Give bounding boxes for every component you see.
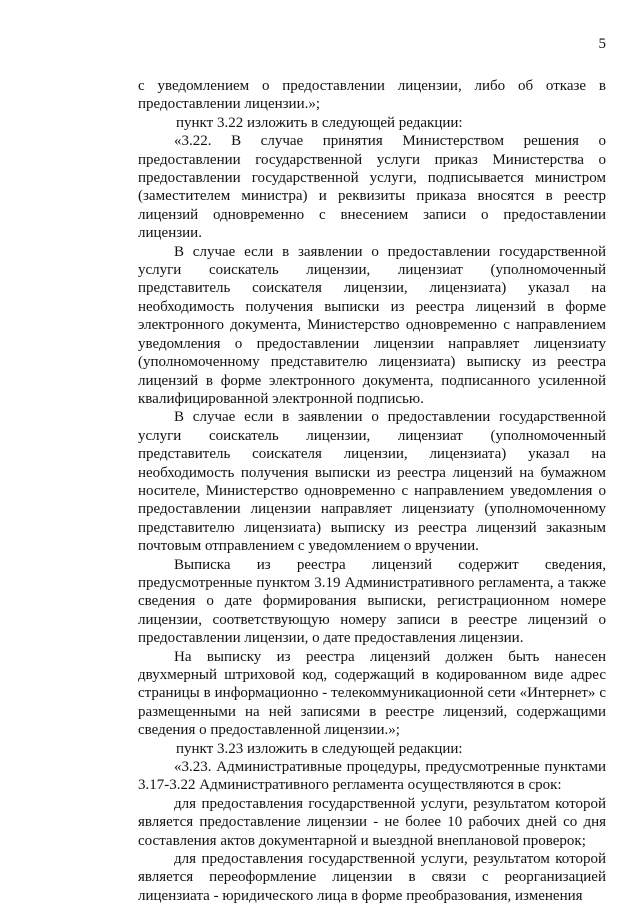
amendment-command-3-23: пункт 3.23 изложить в следующей редакции: <box>176 740 463 757</box>
clause-3-23-paragraph: «3.23. Административные процедуры, предусмотренные пунктами 3.17-3.22 Административного регламента осуществляются в срок: <box>138 759 606 794</box>
term-license-reissue-paragraph: для предоставления государственной услуги, результатом которой является переоформление лицензии в связи с реорганизацией лицензиата - юридического лица в форме преобразования, изменения <box>138 851 606 904</box>
clause-3-22-paragraph: «3.22. В случае принятия Министерством решения о предоставлении государственной услуги приказ Министерства о предоставлении государственной услуги, подписывается министром (заместителем министра) и реквизиты приказа вносятся в реестр лицензий одновременно с внесением записи о предоставлении лицензии. <box>138 133 606 242</box>
extract-contents-paragraph: Выписка из реестра лицензий содержит сведения, предусмотренные пунктом 3.19 Административного регламента, а также сведения о дате формирования выписки, регистрационном номере лицензии, соответствующую номеру записи в реестре лицензий о предоставлении лицензии, о дате предоставления лицензии. <box>138 556 606 647</box>
page-number: 5 <box>598 36 606 52</box>
electronic-extract-paragraph: В случае если в заявлении о предоставлении государственной услуги соискатель лицензии, лицензиат (уполномоченный представитель соискателя лицензии, лицензиата) указал на необходимость получения выписки из реестра лицензий в форме электронного документа, Министерство одновременно с направлением уведомления о предоставлении лицензии направляет лицензиату (уполномоченному представителю лицензиата) выписку из реестра лицензий в форме электронного документа, подписанного усиленной квалифицированной электронной подписью. <box>138 243 606 407</box>
paper-extract-paragraph: В случае если в заявлении о предоставлении государственной услуги соискатель лицензии, лицензиат (уполномоченный представитель соискателя лицензии, лицензиата) указал на необходимость получения выписки из реестра лицензий на бумажном носителе, Министерство одновременно с направлением уведомления о предоставлении лицензии направляет лицензиату (уполномоченному представителю лицензиата) выписку из реестра лицензий заказным почтовым отправлением с уведомлением о вручении. <box>138 409 606 555</box>
amendment-command-3-22: пункт 3.22 изложить в следующей редакции: <box>176 114 463 131</box>
paragraph-continuation: с уведомлением о предоставлении лицензии, либо об отказе в предоставлении лицензии.»; <box>138 78 606 113</box>
barcode-paragraph: На выписку из реестра лицензий должен быть нанесен двухмерный штриховой код, содержащий в кодированном виде адрес страницы в информационно - телекоммуникационной сети «Интернет» с размещенными на ней записями в реестре лицензий, содержащими сведения о предоставленной лицензии.»; <box>138 648 606 739</box>
document-body <box>138 77 606 905</box>
term-license-granting-paragraph: для предоставления государственной услуги, результатом которой является предоставление лицензии - не более 10 рабочих дней со дня составления актов документарной и выездной внеплановой проверок; <box>138 795 606 849</box>
